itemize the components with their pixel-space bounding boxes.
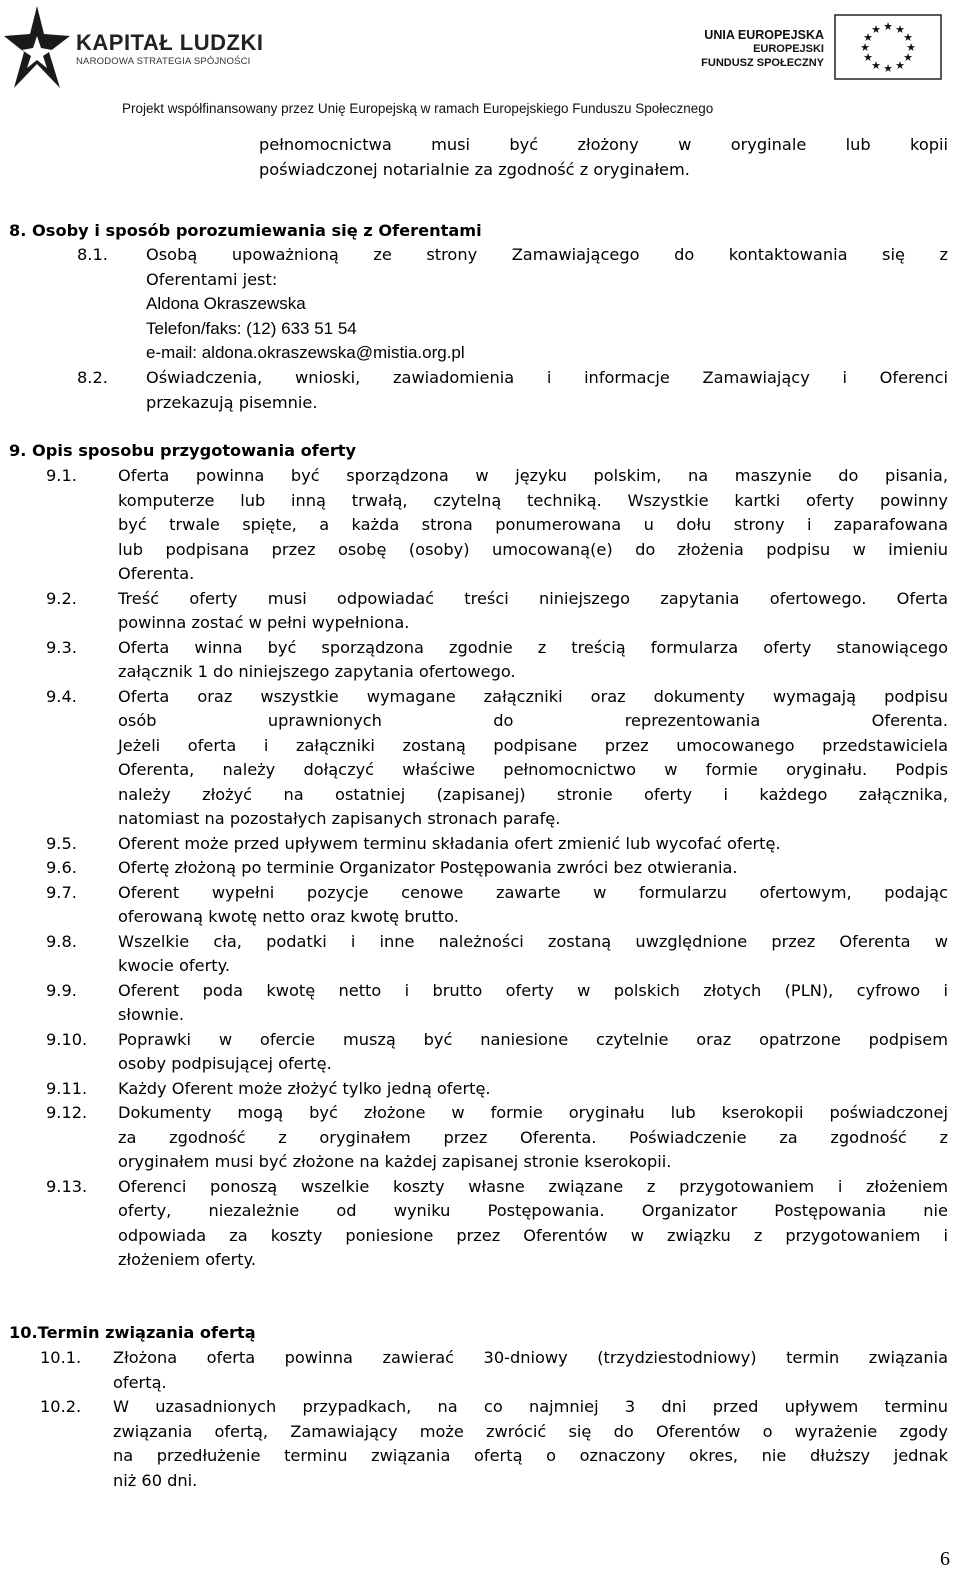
section-9-item-line: kwocie oferty. bbox=[118, 956, 230, 975]
section-8-heading: 8. Osoby i sposób porozumiewania się z Oferentami bbox=[9, 221, 482, 240]
intro-line-2: poświadczonej notarialnie za zgodność z oryginałem. bbox=[259, 160, 690, 179]
section-9-item-line: złożeniem oferty. bbox=[118, 1250, 257, 1269]
section-9-item-number: 9.3. bbox=[46, 637, 77, 657]
item-8-2-line-2: przekazują pisemnie. bbox=[146, 393, 318, 412]
item-8-1-line-1: Osobą upoważnioną ze strony Zamawiającego do kontaktowania się z bbox=[146, 245, 948, 264]
section-9-item-number: 9.5. bbox=[46, 833, 77, 853]
item-8-1-number: 8.1. bbox=[77, 245, 108, 264]
section-9-item-number: 9.6. bbox=[46, 858, 77, 877]
eu-line-3: FUNDUSZ SPOŁECZNY bbox=[701, 57, 824, 69]
section-9-item-line: natomiast na pozostałych zapisanych stronach parafę. bbox=[118, 809, 561, 828]
section-9-item-line: Poprawki w ofercie muszą być naniesione czytelnie oraz opatrzone podpisem bbox=[118, 1029, 948, 1049]
section-9-item-line: lub podpisana przez osobę (osoby) umocowaną(e) do złożenia podpisu w imieniu bbox=[118, 539, 948, 559]
section-9-item-line: Oferenta, należy dołączyć właściwe pełnomocnictwo w formie oryginału. Podpis bbox=[118, 760, 948, 779]
svg-text:★: ★ bbox=[895, 59, 905, 72]
section-9-item-line: Oferenci ponoszą wszelkie koszty własne związane z przygotowaniem i złożeniem bbox=[118, 1176, 948, 1196]
section-9-item-number: 9.10. bbox=[46, 1029, 88, 1049]
svg-text:★: ★ bbox=[863, 51, 873, 64]
section-9-item-number: 9.2. bbox=[46, 588, 77, 608]
section-9-item-number: 9.11. bbox=[46, 1078, 88, 1098]
kapital-ludzki-star-icon bbox=[4, 6, 70, 88]
kapital-ludzki-logo-title: KAPITAŁ LUDZKI bbox=[76, 30, 264, 55]
section-9-item-number: 9.13. bbox=[46, 1176, 88, 1196]
section-10-item-number: 10.2. bbox=[40, 1397, 82, 1416]
section-10-item-line: niż 60 dni. bbox=[113, 1470, 198, 1490]
section-10-item-line: związania ofertą, Zamawiający może zwrócić się do Oferentów o wyrażenie zgody bbox=[113, 1421, 948, 1441]
section-9-item-line: Oferta powinna być sporządzona w języku polskim, na maszynie do pisania, bbox=[118, 466, 948, 485]
svg-text:★: ★ bbox=[860, 41, 870, 54]
section-9-item-line: należy złożyć na ostatniej (zapisanej) stronie oferty i każdego załącznika, bbox=[118, 784, 948, 804]
intro-line-1: pełnomocnictwa musi być złożony w oryginale lub kopii bbox=[259, 135, 948, 154]
section-9-item-line: Jeżeli oferta i załączniki zostaną podpisane przez umocowanego przedstawiciela bbox=[118, 735, 948, 755]
eu-flag-icon bbox=[834, 14, 942, 80]
svg-text:★: ★ bbox=[871, 23, 881, 36]
section-9-item-line: powinna zostać w pełni wypełniona. bbox=[118, 613, 410, 632]
section-9-item-line: Każdy Oferent może złożyć tylko jedną ofertę. bbox=[118, 1078, 491, 1098]
project-tagline: Projekt współfinansowany przez Unię Europejską w ramach Europejskiego Funduszu Społecznego bbox=[122, 101, 714, 116]
svg-text:★: ★ bbox=[883, 62, 893, 75]
section-9-item-line: Oferent może przed upływem terminu składania ofert zmienić lub wycofać ofertę. bbox=[118, 833, 781, 853]
eu-line-1: UNIA EUROPEJSKA bbox=[704, 28, 824, 42]
section-9-item-line: komputerze lub inną trwałą, czytelną techniką. Wszystkie kartki oferty powinny bbox=[118, 490, 948, 510]
page-header bbox=[0, 0, 960, 125]
kapital-ludzki-logo-subtitle: NARODOWA STRATEGIA SPÓJNOŚCI bbox=[76, 56, 251, 67]
svg-text:★: ★ bbox=[903, 31, 913, 44]
section-9-heading: 9. Opis sposobu przygotowania oferty bbox=[9, 441, 357, 460]
section-9-item-line: Ofertę złożoną po terminie Organizator Postępowania zwróci bez otwierania. bbox=[118, 858, 738, 877]
section-9-item-line: Oferta winna być sporządzona zgodnie z treścią formularza oferty stanowiącego bbox=[118, 637, 948, 657]
section-9-item-number: 9.1. bbox=[46, 466, 77, 485]
section-9-item-line: osób uprawnionych do reprezentowania Oferenta. bbox=[118, 711, 948, 730]
section-9-item-line: załącznik 1 do niniejszego zapytania ofertowego. bbox=[118, 662, 516, 681]
section-9-item-line: Wszelkie cła, podatki i inne należności zostaną uwzględnione przez Oferenta w bbox=[118, 931, 948, 951]
page-number: 6 bbox=[940, 1548, 950, 1570]
section-9-item-line: za zgodność z oryginałem przez Oferenta. Poświadczenie za zgodność z bbox=[118, 1127, 948, 1147]
section-9-item-number: 9.4. bbox=[46, 686, 77, 706]
section-9-item-line: oferty, niezależnie od wyniku Postępowania. Organizator Postępowania nie bbox=[118, 1201, 948, 1220]
section-9-item-line: Dokumenty mogą być złożone w formie oryginału lub kserokopii poświadczonej bbox=[118, 1103, 948, 1122]
section-9-item-line: Oferent wypełni pozycje cenowe zawarte w formularzu ofertowym, podając bbox=[118, 882, 948, 902]
section-9-item-line: Oferta oraz wszystkie wymagane załączniki oraz dokumenty wymagają podpisu bbox=[118, 686, 948, 706]
eu-logo-text bbox=[701, 28, 824, 70]
section-10-item-line: ofertą. bbox=[113, 1372, 167, 1392]
section-9-item-line: słownie. bbox=[118, 1005, 185, 1024]
section-9-item-line: oferowaną kwotę netto oraz kwotę brutto. bbox=[118, 907, 459, 926]
contact-email: e-mail: aldona.okraszewska@mistia.org.pl bbox=[146, 343, 465, 362]
section-9-item-number: 9.9. bbox=[46, 980, 77, 1000]
svg-text:★: ★ bbox=[871, 59, 881, 72]
section-9-item-line: Oferent poda kwotę netto i brutto oferty w polskich złotych (PLN), cyfrowo i bbox=[118, 980, 948, 1000]
section-9-item-line: Treść oferty musi odpowiadać treści niniejszego zapytania ofertowego. Oferta bbox=[118, 588, 948, 608]
section-9-item-line: odpowiada za koszty poniesione przez Oferentów w związku z przygotowaniem i bbox=[118, 1225, 948, 1245]
section-9-item-number: 9.12. bbox=[46, 1103, 88, 1122]
svg-text:★: ★ bbox=[906, 41, 916, 54]
svg-text:★: ★ bbox=[895, 23, 905, 36]
section-9-item-line: być trwale spięte, a każda strona ponumerowana u dołu strony i zaparafowana bbox=[118, 515, 948, 534]
eu-line-2: EUROPEJSKI bbox=[753, 43, 824, 55]
section-9-item-line: Oferenta. bbox=[118, 564, 195, 583]
section-10-item-line: Złożona oferta powinna zawierać 30-dniowy (trzydziestodniowy) termin związania bbox=[113, 1348, 948, 1367]
item-8-1-line-2: Oferentami jest: bbox=[146, 270, 278, 289]
section-9-item-number: 9.8. bbox=[46, 931, 77, 951]
section-9-item-line: oryginałem musi być złożone na każdej zapisanej stronie kserokopii. bbox=[118, 1152, 672, 1171]
contact-name: Aldona Okraszewska bbox=[146, 294, 306, 313]
svg-text:★: ★ bbox=[883, 20, 893, 33]
svg-text:★: ★ bbox=[863, 31, 873, 44]
section-9-item-number: 9.7. bbox=[46, 882, 77, 902]
contact-phone: Telefon/faks: (12) 633 51 54 bbox=[146, 319, 357, 338]
section-10-item-line: na przedłużenie terminu związania ofertą o oznaczony okres, nie dłuższy jednak bbox=[113, 1446, 948, 1465]
item-8-2-number: 8.2. bbox=[77, 368, 108, 387]
section-10-item-line: W uzasadnionych przypadkach, na co najmniej 3 dni przed upływem terminu bbox=[113, 1397, 948, 1416]
item-8-2-line-1: Oświadczenia, wnioski, zawiadomienia i informacje Zamawiający i Oferenci bbox=[146, 368, 948, 387]
section-10-heading: 10.Termin związania ofertą bbox=[9, 1323, 256, 1342]
svg-text:★: ★ bbox=[903, 51, 913, 64]
section-9-item-line: osoby podpisującej ofertę. bbox=[118, 1054, 332, 1073]
section-10-item-number: 10.1. bbox=[40, 1348, 82, 1367]
